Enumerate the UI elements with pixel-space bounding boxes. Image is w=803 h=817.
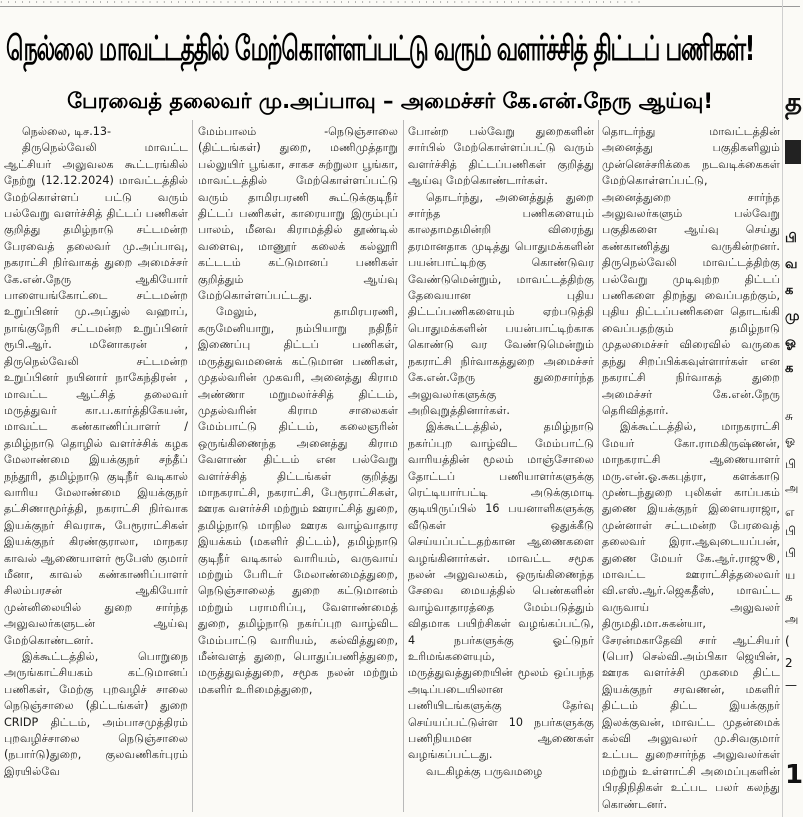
cropped-text-edge: பி வ க மு ஓ க <box>785 231 800 376</box>
paragraph: மேலும், தாமிரபரணி, கருமேனியாறு, நம்பியாறு நதிநீர் இணைப்பு திட்டப் பணிகள், மருத்துவமனைக் கட்டுமான பணிகள், முதல்வரின் முகவரி, அனைத்து கிராம அண்ணா மறுமலர்ச்சித் திட்டம், முதல்வரின் கிராம சாலைகள் மேம்பாட்டு திட்டம், கலைஞரின் ஒருங்கிணைந்த அனைத்து கிராம வேளாண் திட்டம் என பல்வேறு வளர்ச்சித் திட்டங்கள் குறித்து மாநகராட்சி, நகராட்சி, பேரூராட்சிகள், ஊரக வளர்ச்சி மற்றும் ஊராட்சித் துறை, தமிழ்நாடு மாநில ஊரக வாழ்வாதார இயக்கம் (மகளிர் திட்டம்), தமிழ்நாடு குடிநீர் வடிகால் வாரியம், வருவாய் மற்றும் பேரிடர் மேலாண்மைத்துறை, நெடுஞ்சாலைத் துறை கட்டுமானம் மற்றும் பராமரிப்பு, வேளாண்மைத் துறை, தமிழ்நாடு நகர்ப்புற வாழ்விட மேம்பாட்டு வாரியம், கல்வித்துறை, மீன்வளத் துறை, பொதுப்பணித்துறை, மருத்துவத்துறை, சமூக நலன் மற்றும் மகளிர் உரிமைத்துறை, <box>198 305 398 696</box>
paragraph: இக்கூட்டத்தில், பொறுநை அருங்காட்சியகம் கட்டுமானப் பணிகள், மேற்கு புறவழிச் சாலை நெடுஞ்சாலை (திட்டங்கள்) துறை CRIDP திட்டம், அம்பாசமுத்திரம் புறவழிச்சாலை நெடுஞ்சாலை (நபார்டு)துறை, குலவணிகர்புரம் இரயில்வே <box>4 650 188 778</box>
cropped-image-block <box>785 140 801 164</box>
paragraph: தொடர்ந்து, அனைத்துத் துறை சார்ந்த பணிகளையும் காலதாமதமின்றி விரைந்து தரமானதாக முடித்து பொதுமக்களின் பயன்பாட்டிற்கு கொண்டுவர வேண்டுமென்றும், மாவட்டத்திற்கு தேவையான புதிய திட்டப்பணிகளையும் ஏற்படுத்தி பொதுமக்களின் பயன்பாட்டிற்காக கொண்டு வர வேண்டுமென்றும் நகராட்சி நிர்வாகத்துறை அமைச்சர் கே.என்.நேரு துறைசார்ந்த அலுவலர்களுக்கு அறிவுறுத்தினார்கள். <box>408 190 594 417</box>
paragraph: இக்கூட்டத்தில், மாநகராட்சி மேயர் கோ.ராமகிருஷ்ணன், மாநகராட்சி ஆணையாளர் மரு.என்.ஓ.சுகபுத்ரா, களக்காடு முண்டந்துறை புலிகள் காப்பகம் துணை இயக்குநர் இளையராஜா, முன்னாள் சட்டமன்ற பேரவைத் தலைவர் இரா.ஆவுடையப்பன், துணை மேயர் கே.ஆர்.ராஜு®, மாவட்ட ஊராட்சித்தலைவர் வி.எஸ்.ஆர்.ஜெகதீஸ், மாவட்ட வருவாய் அலுவலர் திருமதி.மா.சுகன்யா, சேரன்மகாதேவி சார் ஆட்சியர் (பொ) செல்வி.அம்பிகா ஜெயின், ஊரக வளர்ச்சி முகமை திட்ட இயக்குநர் சரவணன், மகளிர் திட்டம் திட்ட இயக்குநர் இலக்குவன், மாவட்ட முதன்மைக் கல்வி அலுவலர் மு.சிவகுமார் உட்பட துறைசார்ந்த அலுவலர்கள் மற்றும் உள்ளாட்சி அமைப்புகளின் பிரதிநிதிகள் உட்பட பலர் கலந்து கொண்டனர். <box>602 420 780 811</box>
subheadline: பேரவைத் தலைவர் மு.அப்பாவு – அமைச்சர் கே.என்.நேரு ஆய்வு! <box>67 89 713 113</box>
paragraph: இக்கூட்டத்தில், தமிழ்நாடு நகர்ப்புற வாழ்விட மேம்பாட்டு வாரியத்தின் மூலம் மாஞ்சோலை தோட்டப் பணியாளர்களுக்கு ரெட்டியார்பட்டி அடுக்குமாடி குடியிருப்பில் 16 பயனாளிகளுக்கு வீடுகள் ஒதுக்கீடு செய்யப்பட்டதற்கான ஆணைகளை வழங்கினார்கள். மாவட்ட சமூக நலன் அலுவலகம், ஒருங்கிணைந்த சேவை மையத்தில் பெண்களின் வாழ்வாதாரத்தை மேம்படுத்தும் விதமாக பயிற்சிகள் வழங்கப்பட்டு, 4 நபர்களுக்கு ஓட்டுநர் உரிமங்களையும், மருத்துவத்துறையின் மூலம் ஒப்பந்த அடிப்படையிலான பணியிடங்களுக்கு தேர்வு செய்யப்பட்டுள்ள 10 நபர்களுக்கு பணிநியமன ஆணைகள் வழங்கப்பட்டது. <box>408 420 594 762</box>
column-divider <box>598 120 599 812</box>
article-column-4 <box>602 124 780 814</box>
dateline: நெல்லை, டிச.13- <box>22 125 112 138</box>
article-column-2 <box>198 124 398 814</box>
column-divider <box>403 120 404 812</box>
cropped-text-edge: பி பி ய க அ ( 2 — <box>785 524 799 692</box>
cropped-glyph: 1 <box>785 760 803 790</box>
headline: நெல்லை மாவட்டத்தில் மேற்கொள்ளப்பட்டு வரும் வளர்ச்சித் திட்டப் பணிகள்! <box>6 29 754 69</box>
paragraph: வடகிழக்கு பருவமழை <box>426 764 543 778</box>
column-divider <box>192 120 193 812</box>
paragraph: போன்ற பல்வேறு துறைகளின் சார்பில் மேற்கொள்ளப்பட்டு வரும் வளர்ச்சித் திட்டப்பணிகள் குறித்து ஆய்வு மேற்கொண்டார்கள். <box>408 125 594 188</box>
adjacent-article-edge <box>782 0 801 817</box>
article-column-3 <box>408 124 594 814</box>
paragraph: மேம்பாலம் -நெடுஞ்சாலை (திட்டங்கள்) துறை, மணிமுத்தாறு பல்லுயிர் பூங்கா, சாகச சுற்றுலா பூங்கா, மாவட்டத்தில் மேற்கொள்ளப்பட்டு வரும் தாமிரபரணி கூட்டுக்குடிநீர் திட்டப் பணிகள், காரையாறு இரும்புப் பாலம், மீனவ கிராமத்தில் தூண்டில் வளைவு, மாணூர் கலைக் கல்லூரி கட்டடம் கட்டுமானப் பணிகள் குறித்தும் ஆய்வு மேற்கொள்ளப்பட்டது. <box>198 125 398 303</box>
paragraph: தொடர்ந்து மாவட்டத்தின் அனைத்து பகுதிகளிலும் முன்னெச்சரிக்கை நடவடிக்கைகள் மேற்கொள்ளப்பட்டு, அனைத்துறை சார்ந்த அலுவலர்களும் பல்வேறு பகுதிகளை ஆய்வு செய்து கண்காணித்து வருகின்றனர். திருநெல்வேலி மாவட்டத்திற்கு பல்வேறு முடிவுற்ற திட்டப் பணிகளை திறந்து வைப்பதற்கும், புதிய திட்டப்பணிகளை தொடங்கி வைப்பதற்கும் தமிழ்நாடு முதலமைச்சர் விரைவில் வருகை தந்து சிறப்பிக்கவுள்ளார்கள் என நகராட்சி நிர்வாகத் துறை அமைச்சர் கே.என்.நேரு தெரிவித்தார். <box>602 125 780 417</box>
top-border: · · · · · · · · · · · · · · · · · · · · · · · · · · · · · · · · · · · · · · · · · · · · · · · · · · · · · · · · · · · · · · · · · · · · · · · · · · · · · · · · · · · · · · · · · · · <box>0 0 800 7</box>
cropped-text-edge: சு ஓ பி அ எ <box>785 409 799 519</box>
article-column-1 <box>4 124 188 814</box>
paragraph: திருநெல்வேலி மாவட்ட ஆட்சியர் அலுவலக கூட்டரங்கில் நேற்று (12.12.2024) மாவட்டத்தில் மேற்கொள்ளப் பட்டு வரும் பல்வேறு வளர்ச்சித் திட்டப் பணிகள் குறித்து தமிழ்நாடு சட்டமன்ற பேரவைத் தலைவர் மு.அப்பாவு, நகராட்சி நிர்வாகத் துறை அமைச்சர் கே.என்.நேரு ஆகியோர் பாளையங்கோட்டை சட்டமன்ற உறுப்பினர் மு.அப்துல் வஹாப், நாங்குநேரி சட்டமன்ற உறுப்பினர் ரூபி.ஆர். மனோகரன் , திருநெல்வேலி சட்டமன்ற உறுப்பினர் நயினார் நாகேந்திரன் , மாவட்ட ஆட்சித் தலைவர் மருத்துவர் கா.ப.கார்த்திகேயன், மாவட்ட கண்காணிப்பாளர் /தமிழ்நாடு தொழில் வளர்ச்சிக் கழக மேலாண்மை இயக்குநர் சந்தீப் நந்தூரி, தமிழ்நாடு குடிநீர் வடிகால் வாரிய மேலாண்மை இயக்குநர் தட்சிணாமூர்த்தி, நகராட்சி நிர்வாக இயக்குநர் சிவராசு, பேரூராட்சிகள் இயக்குநர் கிரண்குராலா, மாநகர காவல் ஆணையாளர் ரூபேஸ் குமார் மீனா, காவல் கண்காணிப்பாளர் சிலம்பரசன் ஆகியோர் முன்னிலையில் துறை சார்ந்த அலுவலர்களுடன் ஆய்வு மேற்கொண்டனர். <box>4 141 188 647</box>
cropped-glyph: த <box>785 88 802 118</box>
